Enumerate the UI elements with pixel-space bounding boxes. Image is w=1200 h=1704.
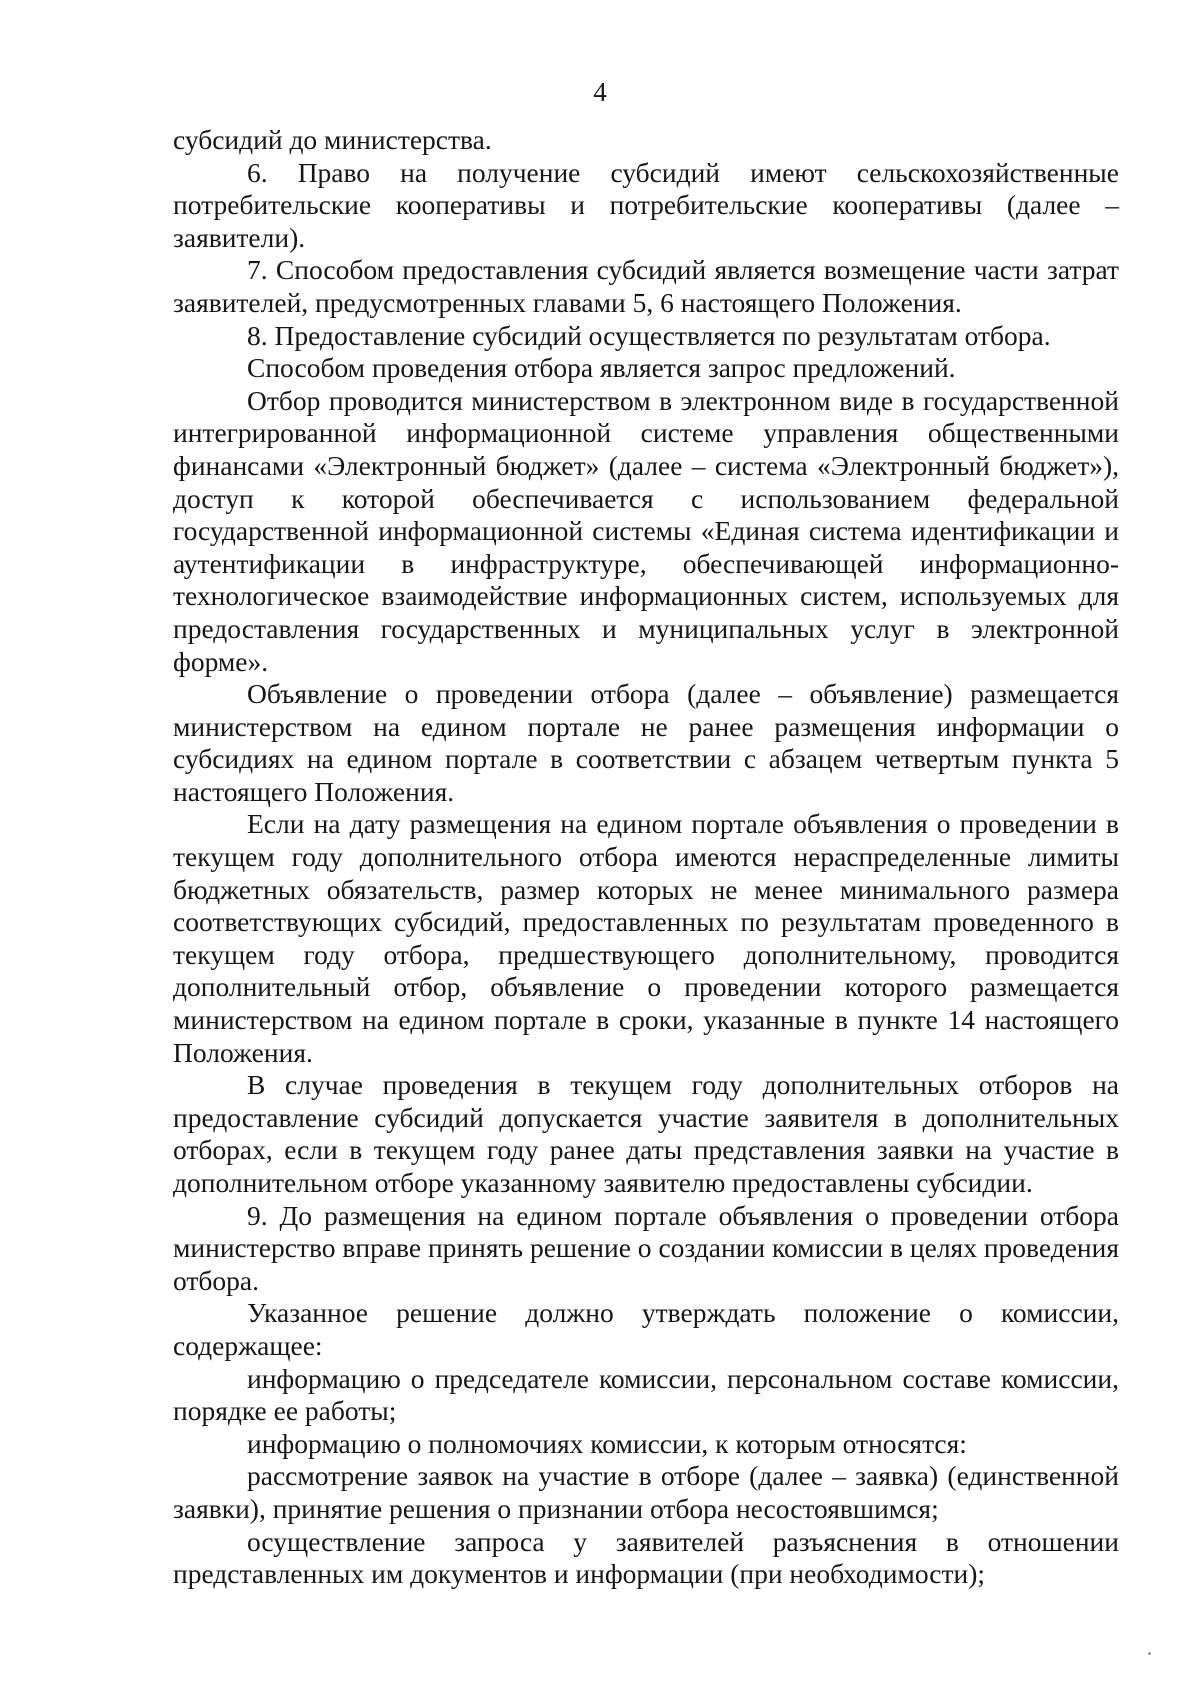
paragraph: субсидий до министерства.	[173, 124, 492, 155]
paragraph: рассмотрение заявок на участие в отборе (далее – заявка) (единственной заявки), принятие решения о признании отбора несостоявшимся;	[173, 1460, 1119, 1524]
paragraph: Способом проведения отбора является запрос предложений.	[247, 352, 956, 384]
paragraph: Если на дату размещения на едином портале объявления о проведении в текущем году дополнительного отбора имеются нераспределенные лимиты бюджетных обязательств, размер которых не менее минимального размера соответствующих субсидий, предоставленных по результатам проведенного в текущем году отбора, предшествующего дополнительному, проводится дополнительный отбор, объявление о проведении которого размещается министерством на едином портале в сроки, указанные в пункте 14 настоящего Положения.	[173, 808, 1119, 1068]
paragraph: Указанное решение должно утверждать положение о комиссии, содержащее:	[173, 1297, 1119, 1361]
paragraph: Отбор проводится министерством в электронном виде в государственной интегрированной информационной системе управления общественными финансами «Электронный бюджет» (далее – система «Электронный бюджет»), доступ к которой обеспечивается с использованием федеральной государственной информационной системы «Единая система идентификации и аутентификации в инфраструктуре, обеспечивающей информационно-технологическое взаимодействие информационных систем, используемых для предоставления государственных и муниципальных услуг в электронной форме».	[173, 384, 1119, 677]
paragraph: 6. Право на получение субсидий имеют сельскохозяйственные потребительские кооперативы и потребительские кооперативы (далее – заявители).	[173, 156, 1119, 253]
paragraph: осуществление запроса у заявителей разъяснения в отношении представленных им документов и информации (при необходимости);	[173, 1525, 1119, 1590]
paragraph: 7. Способом предоставления субсидий является возмещение части затрат заявителей, предусмотренных главами 5, 6 настоящего Положения.	[173, 254, 1119, 318]
paragraph: информацию о полномочиях комиссии, к которым относятся:	[247, 1427, 967, 1459]
scan-speck	[1148, 1652, 1151, 1655]
paragraph: информацию о председателе комиссии, персональном составе комиссии, порядке ее работы;	[173, 1362, 1119, 1427]
paragraph: 8. Предоставление субсидий осуществляется по результатам отбора.	[247, 319, 1051, 351]
page-number: 4	[593, 77, 607, 107]
paragraph: В случае проведения в текущем году дополнительных отборов на предоставление субсидий допускается участие заявителя в дополнительных отборах, если в текущем году ранее даты представления заявки на участие в дополнительном отборе указанному заявителю предоставлены субсидии.	[173, 1069, 1119, 1198]
paragraph: Объявление о проведении отбора (далее – объявление) размещается министерством на едином портале не ранее размещения информации о субсидиях на едином портале в соответствии с абзацем четвертым пункта 5 настоящего Положения.	[173, 678, 1119, 807]
paragraph: 9. До размещения на едином портале объявления о проведении отбора министерство вправе принять решение о создании комиссии в целях проведения отбора.	[173, 1199, 1119, 1296]
document-body	[173, 124, 1119, 1591]
